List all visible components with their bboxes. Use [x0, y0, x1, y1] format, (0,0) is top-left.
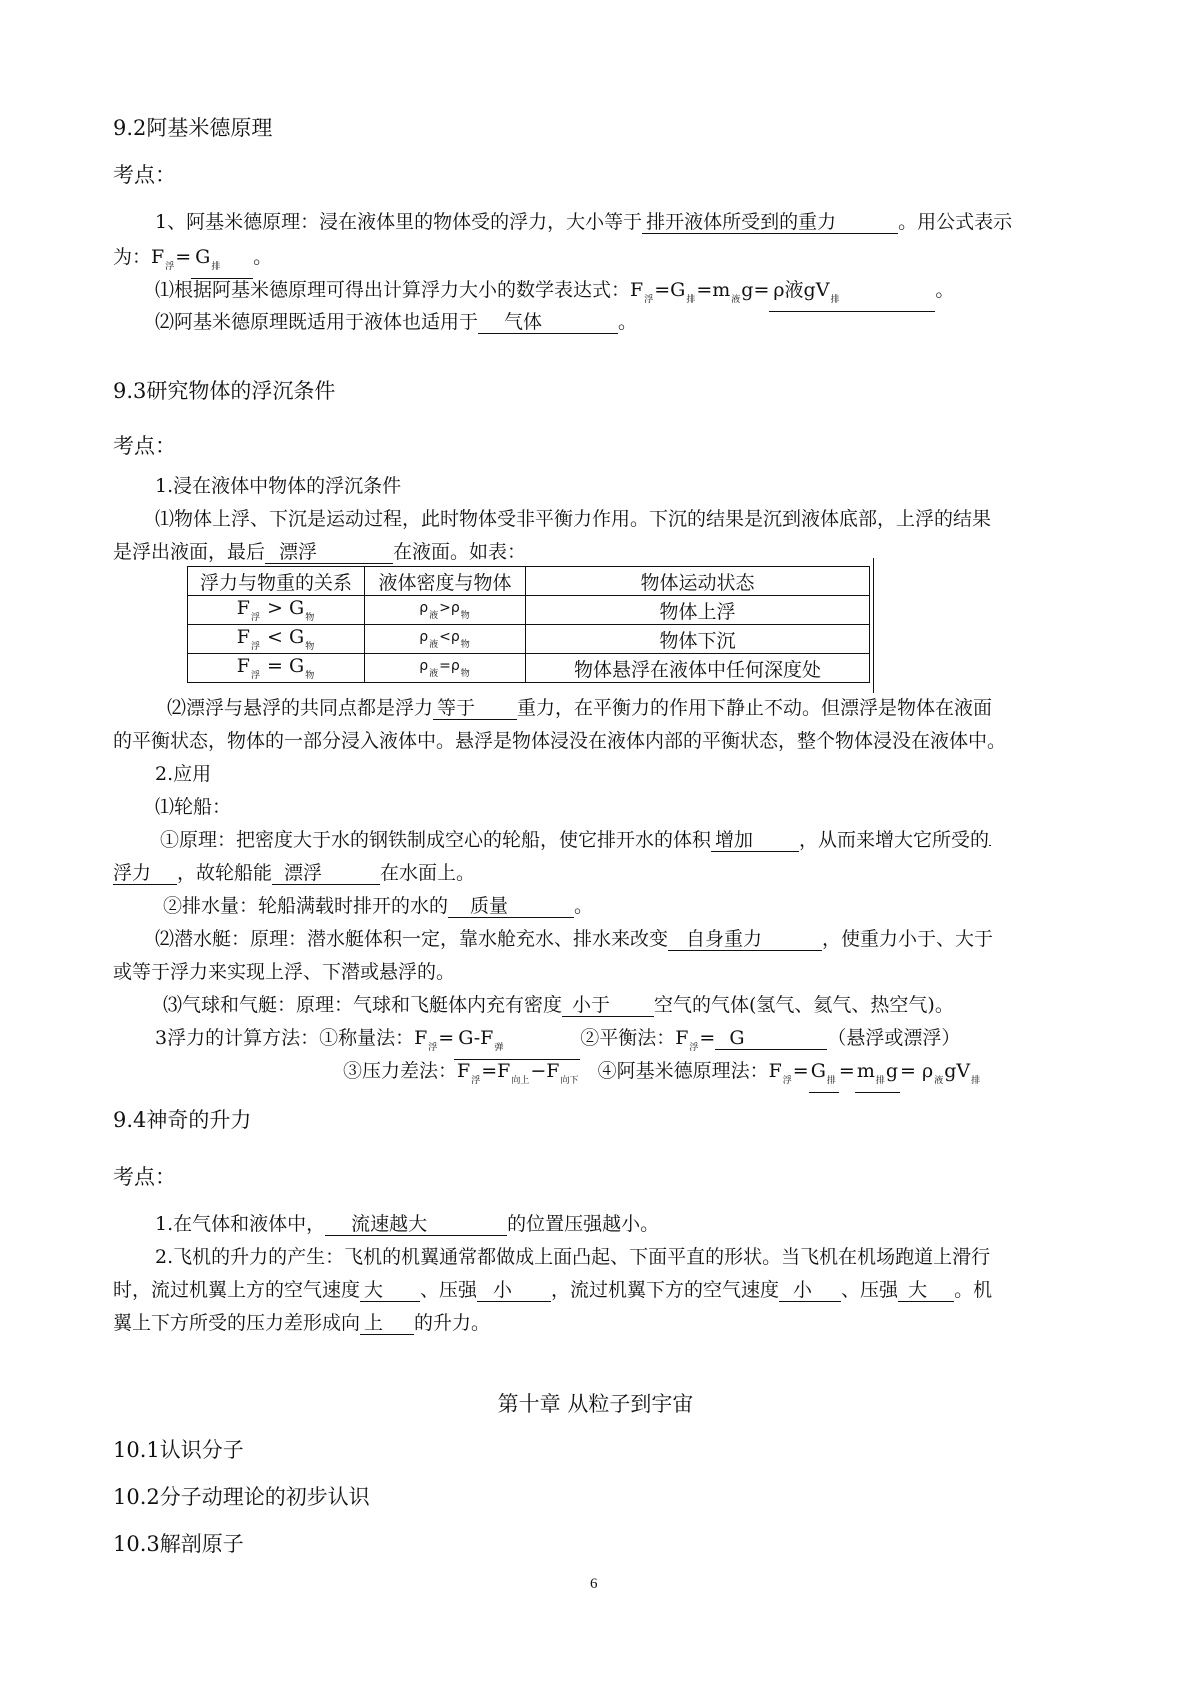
answer-blank: 漂浮 — [265, 541, 393, 564]
chapter-item: 10.3解剖原子 — [113, 1532, 244, 1556]
chapter-title: 第十章 从粒子到宇宙 — [497, 1392, 694, 1416]
answer-blank: G — [715, 1027, 827, 1050]
table-header-cell: 浮力与物重的关系 — [188, 567, 365, 596]
answer-blank: 气体 — [478, 311, 618, 334]
answer-blank: $G-F_弹$ — [454, 1027, 580, 1060]
kaodian-label: 考点： — [113, 434, 176, 458]
paragraph-line: ⑵漂浮与悬浮的共同点都是浮力 等于 重力，在平衡力的作用下静止不动。但漂浮是物体在液面 — [167, 697, 993, 719]
paragraph-line: ②排水量：轮船满载时排开的水的 质量 。 — [163, 895, 594, 917]
table-header-row — [188, 567, 870, 596]
table-cell: $\rho_液>\rho_物$ — [365, 596, 526, 625]
paragraph-line: 翼上下方所受的压力差形成向 上 的升力。 — [113, 1312, 491, 1334]
paragraph-formula-expression: ⑴根据阿基米德原理可得出计算浮力大小的数学表达式：$F_浮=G_排=m_液g= \rho$液$gV_排$ 。 — [155, 278, 954, 312]
kaodian-label: 考点： — [113, 1165, 176, 1189]
answer-blank: 上 — [360, 1312, 414, 1335]
table-side-rule — [873, 558, 874, 693]
table-cell: 物体上浮 — [526, 596, 870, 625]
paragraph-line: ⑶气球和气艇：原理：气球和飞艇体内充有密度 小于 空气的气体(氢气、氦气、热空气)。 — [163, 994, 954, 1016]
paragraph-line: 2.飞机的升力的产生：飞机的机翼通常都做成上面凸起、下面平直的形状。当飞机在机场跑道上滑行 — [155, 1246, 991, 1268]
table-row — [188, 625, 870, 654]
answer-blank: 大 — [360, 1279, 420, 1302]
table-header-cell: 液体密度与物体 — [365, 567, 526, 596]
floating-conditions-table — [187, 566, 870, 683]
chapter-item: 10.2分子动理论的初步认识 — [113, 1485, 370, 1509]
answer-blank: 质量 — [448, 895, 574, 918]
paragraph-applies-to-gas: ⑵阿基米德原理既适用于液体也适用于 气体 。 — [155, 311, 638, 333]
paragraph-line: 是浮出液面，最后 漂浮 在液面。如表： — [113, 541, 527, 563]
answer-blank: 浮力 — [113, 862, 177, 885]
answer-blank: 自身重力 — [668, 928, 822, 951]
paragraph-line: 1.在气体和液体中， 流速越大 的位置压强越小。 — [155, 1213, 660, 1235]
answer-blank: 排开液体所受到的重力 — [642, 211, 898, 234]
chapter-item: 10.1认识分子 — [113, 1438, 244, 1462]
table-row — [188, 596, 870, 625]
table-row — [188, 654, 870, 683]
formula-line: 为：$F_浮= G_排$ 。 — [113, 245, 272, 279]
kaodian-label: 考点： — [113, 163, 176, 187]
table-cell: 物体下沉 — [526, 625, 870, 654]
table-cell: $F_浮 < G_物$ — [188, 625, 365, 654]
answer-blank: $G_排$ — [191, 246, 253, 279]
subheading-floating-conditions: 1.浸在液体中物体的浮沉条件 — [155, 475, 402, 497]
paragraph-calc-methods: 3浮力的计算方法：①称量法：$F_浮= G-F_弹$ ②平衡法：$F_浮= G$ （悬浮或漂浮） — [155, 1026, 960, 1060]
answer-blank: 小 — [779, 1279, 841, 1302]
paragraph-line: 浮力 ，故轮船能 漂浮 在水面上。 — [113, 862, 476, 884]
paragraph-calc-methods-2: ③压力差法：$F_浮=F_{向上}-F_{向下}$ ④阿基米德原理法：$F_浮= G_排 = m_排g = \rho_液gV_排$ — [343, 1059, 981, 1093]
section-title-9-4: 9.4神奇的升力 — [113, 1108, 252, 1132]
paragraph-line: 的平衡状态，物体的一部分浸入液体中。悬浮是物体浸没在液体内部的平衡状态，整个物体浸没在液体中。 — [113, 730, 1007, 752]
paragraph-line: 或等于浮力来实现上浮、下潜或悬浮的。 — [113, 961, 456, 983]
answer-blank: 小于 — [562, 994, 654, 1017]
paragraph-line: 时，流过机翼上方的空气速度 大 、压强 小 ，流过机翼下方的空气速度 小 、压强 大 。机 — [113, 1279, 993, 1301]
paragraph-line: ⑵潜水艇：原理：潜水艇体积一定，靠水舱充水、排水来改变 自身重力 ，使重力小于、大于 — [155, 928, 994, 950]
answer-blank: 流速越大 — [325, 1213, 507, 1236]
table-cell: $\rho_液<\rho_物$ — [365, 625, 526, 654]
subheading-applications: 2.应用 — [155, 763, 212, 785]
page-number: 6 — [590, 1576, 598, 1592]
section-title-9-3: 9.3研究物体的浮沉条件 — [113, 379, 336, 403]
table-cell: $F_浮 > G_物$ — [188, 596, 365, 625]
answer-blank: 漂浮 — [272, 862, 380, 885]
table-cell: $\rho_液=\rho_物$ — [365, 654, 526, 683]
table-cell: 物体悬浮在液体中任何深度处 — [526, 654, 870, 683]
paragraph-line: ①原理：把密度大于水的钢铁制成空心的轮船，使它排开水的体积 增加 ，从而来增大它所受的 — [160, 829, 990, 851]
answer-blank: 小 — [477, 1279, 551, 1302]
answer-blank: ρ液$gV_排$ — [769, 279, 935, 312]
section-title-9-2: 9.2阿基米德原理 — [113, 116, 273, 140]
answer-blank: 增加 — [711, 829, 799, 852]
subheading-ship: ⑴轮船： — [155, 796, 232, 818]
paragraph-archimedes-principle: 1、阿基米德原理：浸在液体里的物体受的浮力，大小等于 排开液体所受到的重力 。用公式表示 — [155, 211, 1013, 233]
answer-blank: 等于 — [433, 697, 517, 720]
table-header-cell: 物体运动状态 — [526, 567, 870, 596]
table-cell: $F_浮 = G_物$ — [188, 654, 365, 683]
answer-blank: 大 — [898, 1279, 954, 1302]
paragraph-line: ⑴物体上浮、下沉是运动过程，此时物体受非平衡力作用。下沉的结果是沉到液体底部，上浮的结果 — [155, 508, 992, 530]
